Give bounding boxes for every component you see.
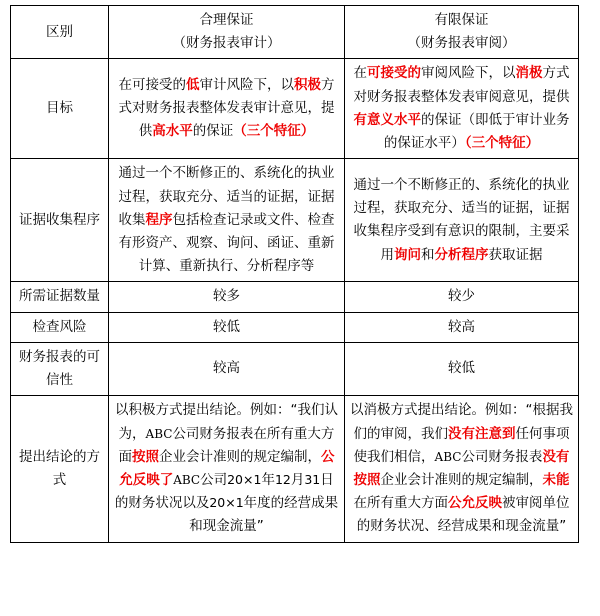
highlight-text: 公允反映了 xyxy=(119,448,335,488)
cell-reasonable xyxy=(109,159,345,282)
table-row xyxy=(11,396,579,542)
row-label: 证据收集程序 xyxy=(11,159,109,282)
body-text: 31 xyxy=(304,471,321,487)
row-label: 所需证据数量 xyxy=(11,282,109,312)
highlight-text: 公允反映 xyxy=(448,495,502,512)
column-header-title: 有限保证 xyxy=(434,12,489,28)
highlight-text: 没有注意到 xyxy=(448,425,516,442)
assurance-comparison-table xyxy=(10,5,579,543)
body-text: 的保证 xyxy=(192,123,234,140)
cell-limited xyxy=(345,282,579,312)
table-row xyxy=(11,282,579,312)
body-text: 在所有重大方面 xyxy=(353,495,448,512)
body-text: 审阅风险下，以 xyxy=(421,65,516,82)
column-header-label: 区别 xyxy=(11,6,109,59)
highlight-text: 高水平 xyxy=(152,123,193,140)
body-text: 方式对财务报表整体发表审阅意见，提供 xyxy=(353,65,570,105)
highlight-text: 消极 xyxy=(515,65,543,82)
column-header-subtitle: （财务报表审计） xyxy=(172,35,281,52)
body-text: 较高 xyxy=(213,360,240,377)
cell-limited xyxy=(345,159,579,282)
column-header-subtitle: （财务报表审阅） xyxy=(407,35,516,52)
table-row xyxy=(11,312,579,342)
body-text: ABC xyxy=(173,472,201,487)
table-header-row xyxy=(11,6,579,59)
body-text: ABC xyxy=(145,426,173,441)
row-label: 目标 xyxy=(11,59,109,159)
cell-limited xyxy=(345,396,579,542)
highlight-text: 可接受的 xyxy=(367,65,421,82)
highlight-text: 未能 xyxy=(542,471,570,488)
body-text: 通过一个不断修正的、系统化的执业过程，获取充分、适当的证据，证据收集 xyxy=(118,165,335,228)
body-text: 较低 xyxy=(213,318,240,335)
cell-reasonable xyxy=(109,282,345,312)
body-text: 企业会计准则的规定编制， xyxy=(159,448,321,465)
cell-limited xyxy=(345,59,579,159)
body-text: 获取证据 xyxy=(488,246,543,263)
row-label: 财务报表的可信性 xyxy=(11,342,109,395)
highlight-text: （三个特征） xyxy=(464,135,540,152)
highlight-text: 分析程序 xyxy=(434,246,489,263)
body-text: 较低 xyxy=(448,360,475,377)
body-text: 较少 xyxy=(448,288,475,305)
body-text: 较高 xyxy=(448,318,475,335)
highlight-text: 有意义水平 xyxy=(353,111,421,128)
body-text: 任何事项使我们相信， xyxy=(353,425,570,465)
body-text: 企业会计准则的规定编制， xyxy=(380,471,543,488)
cell-reasonable xyxy=(109,396,345,542)
body-text: 方式对财务报表整体发表审计意见，提供 xyxy=(118,77,335,140)
highlight-text: 程序 xyxy=(145,211,173,228)
highlight-text: （三个特征） xyxy=(233,123,315,140)
column-header-title: 合理保证 xyxy=(199,12,254,28)
body-text: 20×1 xyxy=(209,495,244,511)
body-text: 年度的经营成果和现金流量” xyxy=(189,495,339,535)
highlight-text: 按照 xyxy=(132,448,159,465)
body-text: 12 xyxy=(274,471,291,487)
body-text: 公司财务报表在所有重大方面 xyxy=(118,425,335,465)
highlight-text: 低 xyxy=(186,77,200,94)
row-label: 提出结论的方式 xyxy=(11,396,109,542)
row-label: 检查风险 xyxy=(11,312,109,342)
body-text: 公司 xyxy=(200,471,228,488)
body-text: 20×1 xyxy=(227,471,262,487)
body-text: 以积极方式提出结论。例如：“我们认为， xyxy=(115,402,338,442)
body-text: 日的财务状况以及 xyxy=(114,471,334,512)
cell-limited xyxy=(345,312,579,342)
cell-reasonable xyxy=(109,342,345,395)
body-text: 较多 xyxy=(213,288,240,305)
column-header-limited xyxy=(345,6,579,59)
body-text: 审计风险下，以 xyxy=(199,77,294,94)
body-text: ABC xyxy=(434,449,462,464)
body-text: 包括检查记录或文件、检查有形资产、观察、询问、函证、重新计算、重新执行、分析程序等 xyxy=(118,211,335,275)
highlight-text: 询问 xyxy=(394,246,421,263)
highlight-text: 没有按照 xyxy=(353,448,570,488)
body-text: 以消极方式提出结论。例如：“根据我们的审阅，我们 xyxy=(350,402,573,442)
body-text: 月 xyxy=(290,471,305,488)
highlight-text: 积极 xyxy=(294,77,321,94)
cell-reasonable xyxy=(109,59,345,159)
table-row xyxy=(11,59,579,159)
cell-limited xyxy=(345,342,579,395)
body-text: 在 xyxy=(353,65,367,82)
body-text: 通过一个不断修正的、系统化的执业过程，获取充分、适当的证据，证据收集程序受到有意识的限制，主要采用 xyxy=(353,176,570,263)
body-text: 公司财务报表 xyxy=(461,448,543,465)
column-header-reasonable xyxy=(109,6,345,59)
table-row xyxy=(11,159,579,282)
table-row xyxy=(11,342,579,395)
table-body xyxy=(11,6,579,543)
body-text: 年 xyxy=(261,471,275,488)
cell-reasonable xyxy=(109,312,345,342)
body-text: 被审阅单位的财务状况、经营成果和现金流量” xyxy=(356,495,570,535)
body-text: 在可接受的 xyxy=(118,77,186,94)
body-text: 的保证（即低于审计业务的保证水平） xyxy=(383,111,570,152)
body-text: 和 xyxy=(421,246,435,263)
